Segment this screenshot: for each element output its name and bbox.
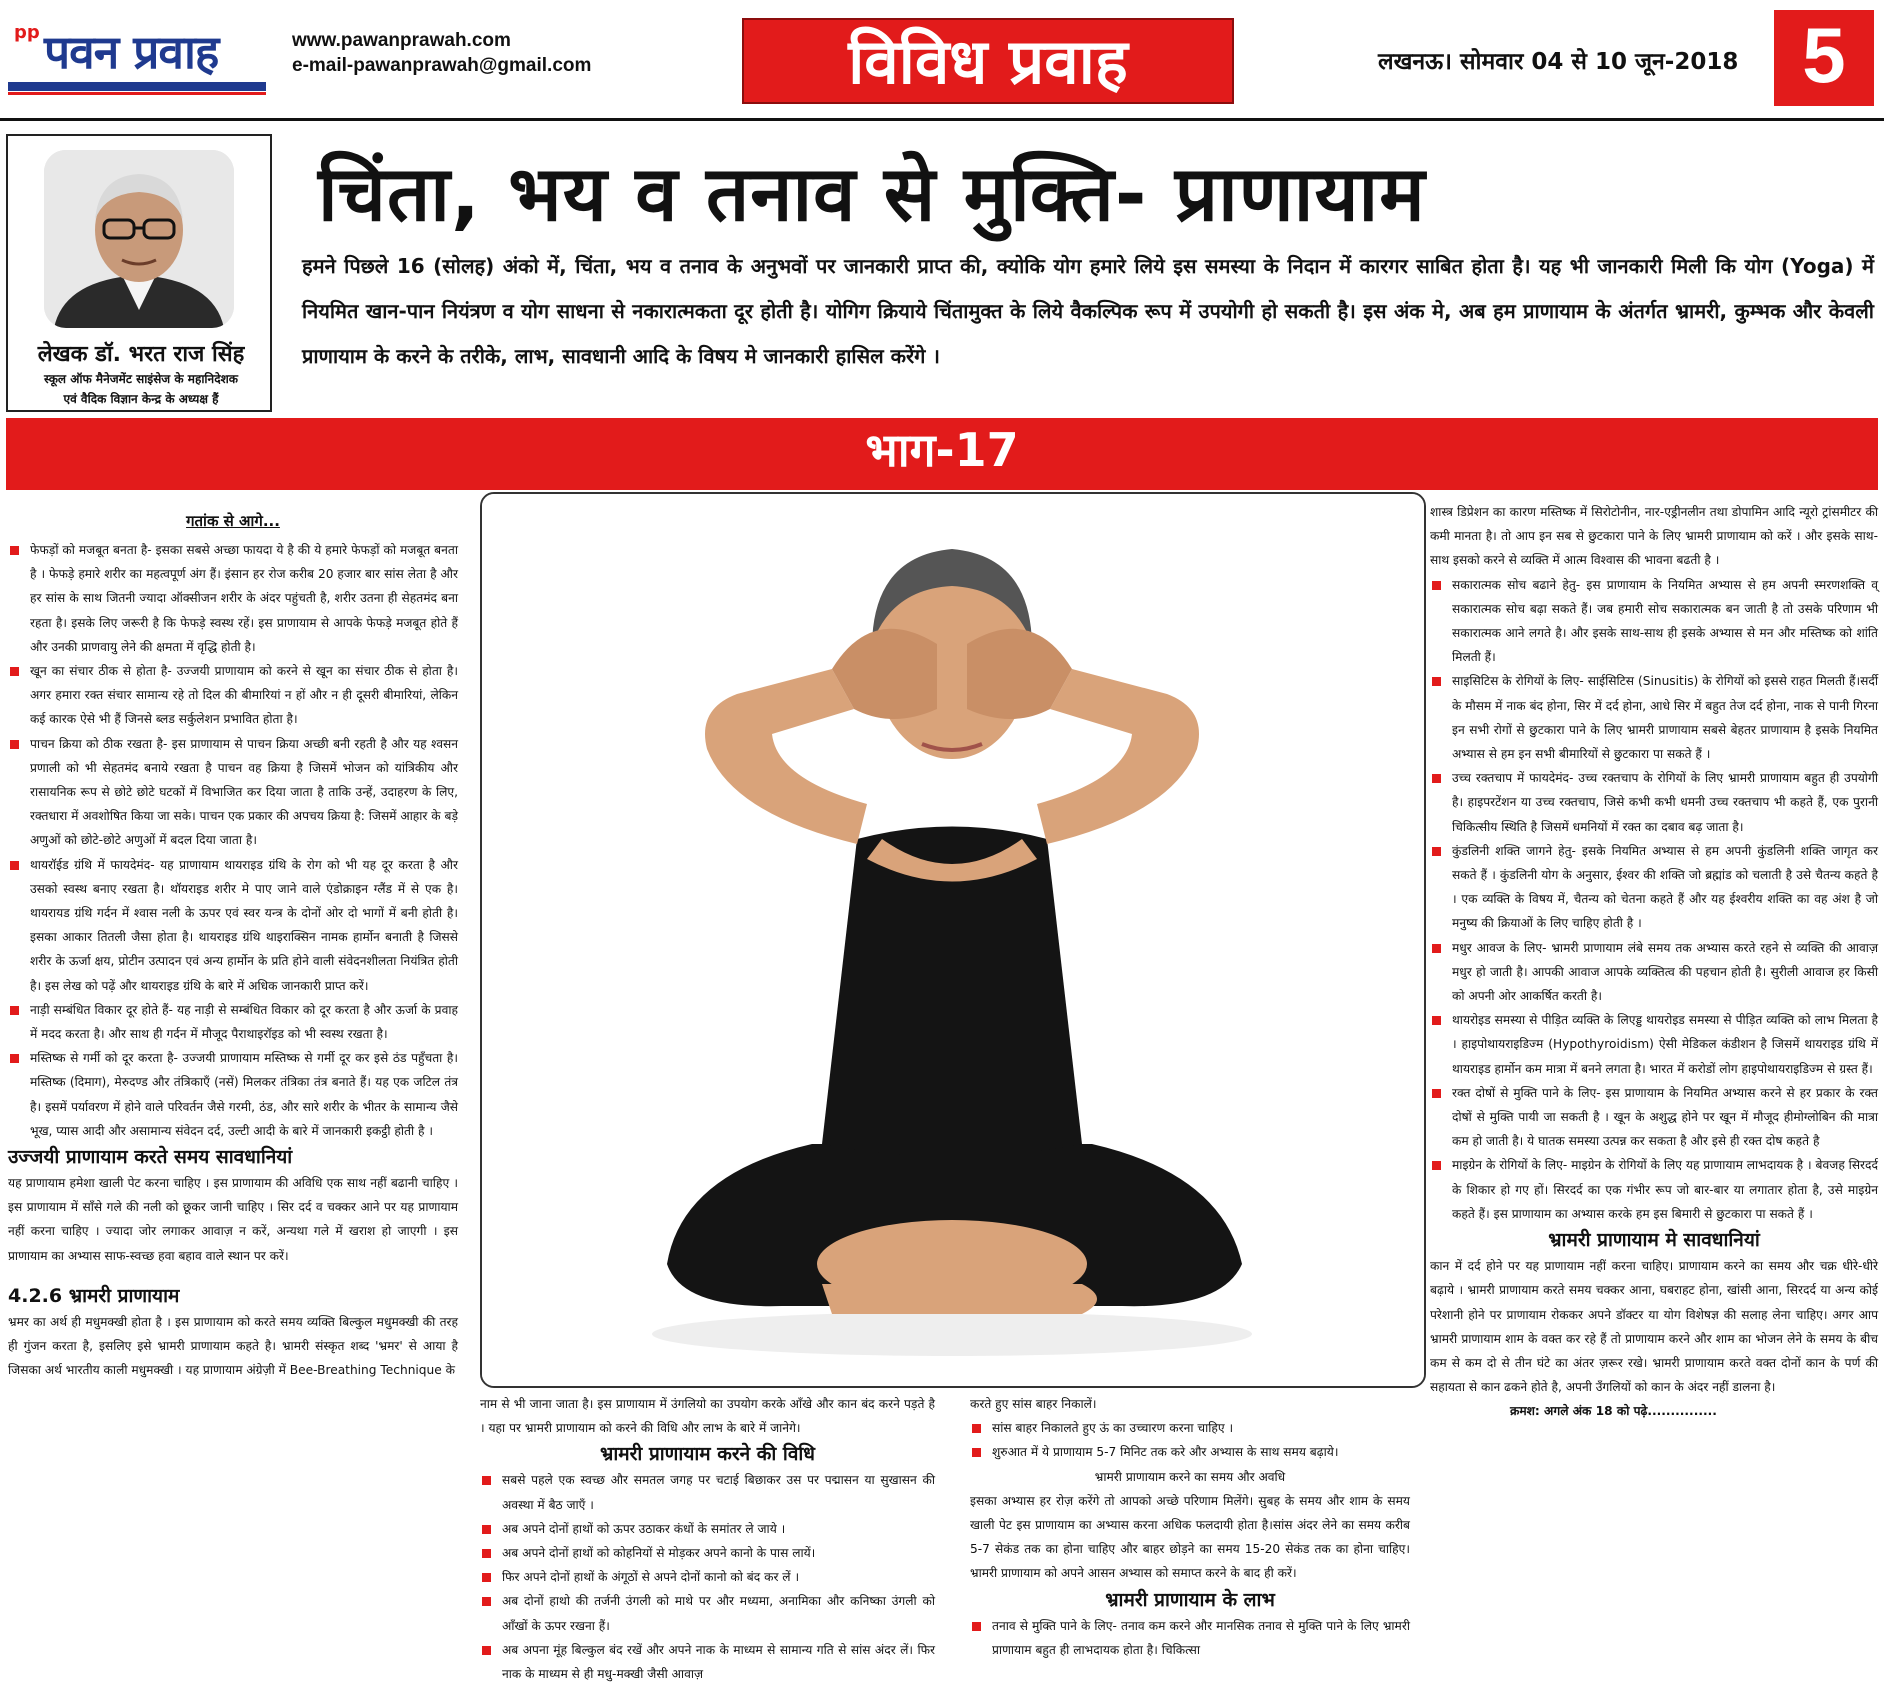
paragraph: इसका अभ्यास हर रोज़ करेंगे तो आपको अच्छे परिणाम मिलेंगे। सुबह के समय और शाम के समय खाली पेट इस प्राणायाम का अभ्यास करना अधिक फलदायी होता है।सांस अंदर लेने का समय करीब 5-7 सेकंड तक का होना चाहिए और बाहर छोड़ने का समय 15-20 सेकंड तक का होना चाहिए। भ्रामरी प्राणायाम को अपने आसन अभ्यास को समाप्त करने के बाद ही करें। — [970, 1493, 1410, 1581]
part-label: भाग-17 — [865, 423, 1019, 477]
list-item: पाचन क्रिया को ठीक रखता है- इस प्राणायाम से पाचन क्रिया अच्छी बनी रहती है और यह श्वसन प्रणाली को भी सेहतमंद बनाये रखता है पाचन वह क्रिया है जिसमें भोजन को यांत्रिकीय और रासायनिक रूप से छोटे छोटे घटकों में विभाजित कर दिया जाता है ताकि उन्हें, उदाहरण के लिए, रक्तधारा में अवशोषित किया जा सके। पाचन एक प्रकार की अपचय क्रिया है: जिसमें आहार के बड़े अणुओं को छोटे-छोटे अणुओं में बदल दिया जाता है। — [8, 732, 458, 853]
list-item: फिर अपने दोनों हाथों के अंगूठों से अपने दोनों कानो को बंद कर लें । — [480, 1565, 935, 1589]
list-item: अब अपना मूंह बिल्कुल बंद रखें और अपने नाक के माध्यम से सामान्य गति से सांस अंदर लें। फिर नाक के माध्यम से ही मधु-मक्खी जैसी आवाज़ — [480, 1638, 935, 1686]
column-1 — [8, 508, 458, 1383]
paragraph: कान में दर्द होने पर यह प्राणायाम नहीं करना चाहिए। प्राणायाम करने का समय और चक्र धीरे-धीरे बढ़ाये । भ्रामरी प्राणायाम करते समय चक्कर आना, घबराहट होना, खांसी आना, सिरदर्द या अन्य कोई परेशानी होने पर प्राणायाम रोककर अपने डॉक्टर या योग विशेषज्ञ की सलाह लेना चाहिए। अगर आप भ्रामरी प्राणायाम शाम के वक्त कर रहे हैं तो प्राणायाम करने और शाम का भोजन लेने के समय के बीच कम से कम दो से तीन घंटे का अंतर ज़रूर रखे। भ्रामरी प्राणायाम करते वक्त दोनों कान के पर्ण की सहायता से कान ढकने होते है, अपनी उँगलियों को कान के अंदर नहीं डालना है। — [1430, 1259, 1878, 1395]
list-item: अब अपने दोनों हाथों को ऊपर उठाकर कंधों के समांतर ले जाये । — [480, 1517, 935, 1541]
continued-next-label: क्रमश: अगले अंक 18 को पढ़े............... — [1510, 1404, 1717, 1419]
page-number: 5 — [1802, 11, 1846, 99]
author-photo — [44, 150, 234, 328]
list-item: सकारात्मक सोच बढाने हेतु- इस प्राणायाम के नियमित अभ्यास से हम अपनी स्मरणशक्ति व् सकारात्मक सोच बढ़ा सकते हैं। जब हमारी सोच सकारात्मक बन जाती है तो उसके परिणाम भी सकारात्मक आने लगते है। और इसके साथ-साथ ही इसके अभ्यास से मन और मस्तिष्क को शांति मिलती हैं। — [1430, 573, 1878, 670]
list-item: माइग्रेन के रोगियों के लिए- माइग्रेन के रोगियों के लिए यह प्राणायाम लाभदायक है । बेवजह सिरदर्द के शिकार हो गए हों। सिरदर्द का एक गंभीर रूप जो बार-बार या लगातार होता है, उसे माइग्रेन कहते हैं। इस प्राणायाम का अभ्यास करके हम इस बिमारी से छुटकारा पा सकते हैं । — [1430, 1153, 1878, 1226]
list-item: उच्च रक्तचाप में फायदेमंद- उच्च रक्तचाप के रोगियों के लिए भ्रामरी प्राणायाम बहुत ही उपयोगी है। हाइपरटेंशन या उच्च रक्तचाप, जिसे कभी कभी धमनी उच्च रक्तचाप भी कहते हैं, एक पुरानी चिकित्सीय स्थिति है जिसमें धमनियों में रक्त का दबाव बढ़ जाता है। — [1430, 766, 1878, 839]
newspaper-logo: पवन प्रवाह — [44, 25, 219, 79]
time-duration-title: भ्रामरी प्राणायाम करने का समय और अवधि — [1094, 1469, 1286, 1484]
author-designation-2: एवं वैदिक विज्ञान केन्द्र के अध्यक्ष हैं — [63, 392, 219, 406]
continued-label: गतांक से आगे... — [186, 512, 280, 530]
subheading-benefits: भ्रामरी प्राणायाम के लाभ — [1105, 1588, 1275, 1611]
dateline: लखनऊ। सोमवार 04 से 10 जून-2018 — [1378, 49, 1739, 75]
author-name: लेखक डॉ. भरत राज सिंह — [37, 342, 245, 367]
website-link[interactable]: www.pawanprawah.com — [292, 30, 511, 51]
list-item: शुरुआत में ये प्राणायाम 5-7 मिनिट तक करे और अभ्यास के साथ समय बढ़ाये। — [970, 1440, 1410, 1464]
logo-underline — [8, 82, 266, 91]
paragraph: करते हुए सांस बाहर निकालें। — [970, 1397, 1097, 1411]
paragraph: भ्रमर का अर्थ ही मधुमक्खी होता है । इस प्राणायाम को करते समय व्यक्ति बिल्कुल मधुमक्खी की तरह ही गुंजन करता है, इसलिए इसे भ्रामरी प्राणायाम कहते है। भ्रामरी संस्कृत शब्द 'भ्रमर' से आया है जिसका अर्थ भारतीय काली मधुमक्खी । यह प्राणायाम अंग्रेज़ी में Bee-Breathing Technique के — [8, 1314, 458, 1378]
list-item: मस्तिष्क से गर्मी को दूर करता है- उज्जयी प्राणायाम मस्तिष्क से गर्मी दूर कर इसे ठंड पहुँचता है।मस्तिष्क (दिमाग), मेरुदण्ड और तंत्रिकाएँ (नसें) मिलकर तंत्रिका तंत्र बनाते हैं। यह एक जटिल तंत्र है। इसमें पर्यावरण में होने वाले परिवर्तन जैसे गरमी, ठंड, और सारे शरीर के भीतर के सामान्य जैसे भूख, प्यास आदी और असामान्य संवेदन दर्द, उल्टी आदी के बारे में जानकारी इकट्ठी होती है । — [8, 1046, 458, 1143]
article-headline: चिंता, भय व तनाव से मुक्ति- प्राणायाम — [318, 149, 1426, 238]
column-3 — [970, 1392, 1410, 1662]
subheading-precautions: भ्रामरी प्राणायाम मे सावधानियां — [1548, 1229, 1760, 1252]
yoga-photo — [480, 492, 1426, 1388]
paragraph: यह प्राणायाम हमेशा खाली पेट करना चाहिए । इस प्राणायाम की अविधि एक साथ नहीं बढानी चाहिए । इस प्राणायाम में साँसे गले की नली को छूकर जानी चाहिए । सिर दर्द व चक्कर आने पर यह प्राणायाम नहीं करना चाहिए । ज्यादा जोर लगाकर आवाज़ न करें, अन्यथा गले में खराश हो जाएगी । इस प्राणायाम का अभ्यास साफ-स्वच्छ हवा बहाव वाले स्थान पर करें। — [8, 1176, 458, 1263]
paragraph: नाम से भी जाना जाता है। इस प्राणायाम में उंगलियो का उपयोग करके आँखे और कान बंद करने पड़ते है । यहा पर भ्रामरी प्राणायाम को करने की विधि और लाभ के बारे में जानेगे। — [480, 1397, 935, 1436]
list-item: नाड़ी सम्बंधित विकार दूर होते हैं- यह नाड़ी से सम्बंधित विकार को दूर करता है और ऊर्जा के प्रवाह में मदद करता है। और साथ ही गर्दन में मौजूद पैराथाइरॉइड को भी स्वस्थ रखता है। — [8, 998, 458, 1046]
list-item: सबसे पहले एक स्वच्छ और समतल जगह पर चटाई बिछाकर उस पर पद्मासन या सुखासन की अवस्था में बैठ जाएँ । — [480, 1468, 935, 1516]
header-rule — [0, 118, 1884, 121]
subheading-bhramari: 4.2.6 भ्रामरी प्राणायाम — [8, 1284, 180, 1307]
list-item: तनाव से मुक्ति पाने के लिए- तनाव कम करने और मानसिक तनाव से मुक्ति पाने के लिए भ्रामरी प्राणायाम बहुत ही लाभदायक होता है। चिकित्सा — [970, 1614, 1410, 1662]
article-intro: हमने पिछले 16 (सोलह) अंको में, चिंता, भय व तनाव के अनुभवों पर जानकारी प्राप्त की, क्योकि योग हमारे लिये इस समस्या के निदान में कारगर साबित होता है। यह भी जानकारी मिली कि योग (Yoga) में नियमित खान-पान नियंत्रण व योग साधना से नकारात्मकता दूर होती है। योगिग क्रियाये चिंतामुक्त के लिये वैकल्पिक रूप में उपयोगी हो सकती है। इस अंक मे, अब हम प्राणायाम के अंतर्गत भ्रामरी, कुम्भक और केवली प्राणायाम के करने के तरीके, लाभ, सावधानी आदि के विषय मे जानकारी हासिल करेंगे । — [302, 254, 1874, 368]
column-2 — [480, 1392, 935, 1686]
column-4 — [1430, 500, 1878, 1424]
list-item: साइसिटिस के रोगियों के लिए- साईसिटिस (Sinusitis) के रोगियों को इससे राहत मिलती हैं।सर्दी के मौसम में नाक बंद होना, सिर में दर्द होना, आधे सिर में बहुत तेज दर्द होना, नाक से पानी गिरना इन सभी रोगों से छुटकारा पाने के लिए भ्रामरी प्राणायाम सबसे बेहतर प्राणायाम है इसके नियमित अभ्यास से हम इन सभी बीमारियों से छुटकारा पा सकते हैं । — [1430, 669, 1878, 766]
list-item: थायरॉईड ग्रंथि में फायदेमंद- यह प्राणायाम थायराइड ग्रंथि के रोग को भी यह दूर करता है और उसको स्वस्थ बनाए रखता है। थॉयराइड शरीर मे पाए जाने वाले एंडोक्राइन ग्लैंड में से एक है। थायरायड ग्रंथि गर्दन में श्वास नली के ऊपर एवं स्वर यन्त्र के दोनों ओर दो भागों में बनी होती है। इसका आकार तितली जैसा होता है। थायराइड ग्रंथि थाइराक्सिन नामक हार्मोन बनाती है जिससे शरीर के ऊर्जा क्षय, प्रोटीन उत्पादन एवं अन्य हार्मोन के प्रति होने वाली संवेदनशीलता नियंत्रित होती है। इस लेख को पढ़ें और थायराइड ग्रंथि के बारे में अधिक जानकारी प्राप्त करें। — [8, 853, 458, 998]
subheading-method: भ्रामरी प्राणायाम करने की विधि — [600, 1443, 815, 1466]
list-item: सांस बाहर निकालते हुए ऊं का उच्चारण करना चाहिए । — [970, 1416, 1410, 1440]
author-designation: स्कूल ऑफ मैनेजमेंट साइंसेज के महानिदेशक — [44, 372, 238, 386]
subheading-ujjayi-precautions: उज्जयी प्राणायाम करते समय सावधानियां — [8, 1146, 293, 1169]
list-item: अब अपने दोनों हाथों को कोहनियों से मोड़कर अपने कानो के पास लायें। — [480, 1541, 935, 1565]
list-item: थायरोइड समस्या से पीड़ित व्यक्ति के लिएड्ड थायरोइड समस्या से पीड़ित व्यक्ति को लाभ मिलता है । हाइपोथायराइडिज्म (Hypothyroidism) ऐसी मेडिकल कंडीशन है जिसमें थायराइड ग्रंथि में थायराइड हार्मोन कम मात्रा में बनने लगता है। भारत में करोडों लोग हाइपोथायराइडिज्म से ग्रस्त हैं। — [1430, 1008, 1878, 1081]
list-item: कुंडलिनी शक्ति जागने हेतु- इसके नियमित अभ्यास से हम अपनी कुंडलिनी शक्ति जागृत कर सकते हैं । कुंडलिनी योग के अनुसार, ईश्वर की शक्ति जो ब्रह्मांड को चलाती है उसे चैतन्य कहते है । एक व्यक्ति के विषय में, चैतन्य को चेतना कहते हैं और यह ईश्वरीय शक्ति का वह अंश है जो मनुष्य की क्रियाओं के लिए चाहिए होती है । — [1430, 839, 1878, 936]
logo-pp: pp — [14, 22, 40, 43]
list-item: रक्त दोषों से मुक्ति पाने के लिए- इस प्राणायाम के नियमित अभ्यास करने से हर प्रकार के रक्त दोषों से मुक्ति पायी जा सकती है । खून के अशुद्ध होने पर खून में मौजूद हीमोग्लोबिन की मात्रा कम हो जाती है। ये घातक समस्या उत्पन्न कर सकता है और इसे ही रक्त दोष कहते है — [1430, 1081, 1878, 1154]
list-item: खून का संचार ठीक से होता है- उज्जयी प्राणायाम को करने से खून का संचार ठीक से होता है।अगर हमारा रक्त संचार सामान्य रहे तो दिल की बीमारियां न हों और न ही दूसरी बीमारियां, लेकिन कई कारक ऐसे भी हैं जिनसे ब्लड सर्कुलेशन प्रभावित होता है। — [8, 659, 458, 732]
list-item: मधुर आवज के लिए- भ्रामरी प्राणायाम लंबे समय तक अभ्यास करते रहने से व्यक्ति की आवाज़ मधुर हो जाती है। आपकी आवाज आपके व्यक्तित्व की पहचान होती है। सुरीली आवाज हर किसी को अपनी ओर आकर्षित करती है। — [1430, 936, 1878, 1009]
logo-underline-red — [8, 92, 266, 95]
paragraph: शास्त्र डिप्रेशन का कारण मस्तिष्क में सिरोटोनीन, नार-एड्रीनलीन तथा डोपामिन आदि न्यूरो ट्रांसमीटर की कमी मानता है। तो आप इन सब से छुटकारा पाने के लिए भ्रामरी प्राणायाम को करें । और इसके साथ-साथ इसको करने से व्यक्ति में आत्म विश्वास की भावना बढती है । — [1430, 505, 1878, 568]
email-link[interactable]: e-mail-pawanprawah@gmail.com — [292, 55, 592, 76]
section-title: विविध प्रवाह — [848, 25, 1128, 98]
list-item: फेफड़ों को मजबूत बनता है- इसका सबसे अच्छा फायदा ये है की ये हमारे फेफड़ों को मजबूत बनता है । फेफड़े हमारे शरीर का महत्वपूर्ण अंग हैं। इंसान हर रोज करीब 20 हजार बार सांस लेता है और हर सांस के साथ जितनी ज्यादा ऑक्सीजन शरीर के अंदर पहुंचती है, शरीर उतना ही सेहतमंद बना रहता है। इसके लिए जरूरी है कि फेफड़े स्वस्थ रहें। इस प्राणायाम से आपके फेफड़े मजबूत होते हैं और उनकी प्राणवायु लेने की क्षमता में वृद्धि होती है। — [8, 538, 458, 659]
list-item: अब दोनों हाथो की तर्जनी उंगली को माथे पर और मध्यमा, अनामिका और कनिष्का उंगली को आँखों के ऊपर रखना हैं। — [480, 1589, 935, 1637]
